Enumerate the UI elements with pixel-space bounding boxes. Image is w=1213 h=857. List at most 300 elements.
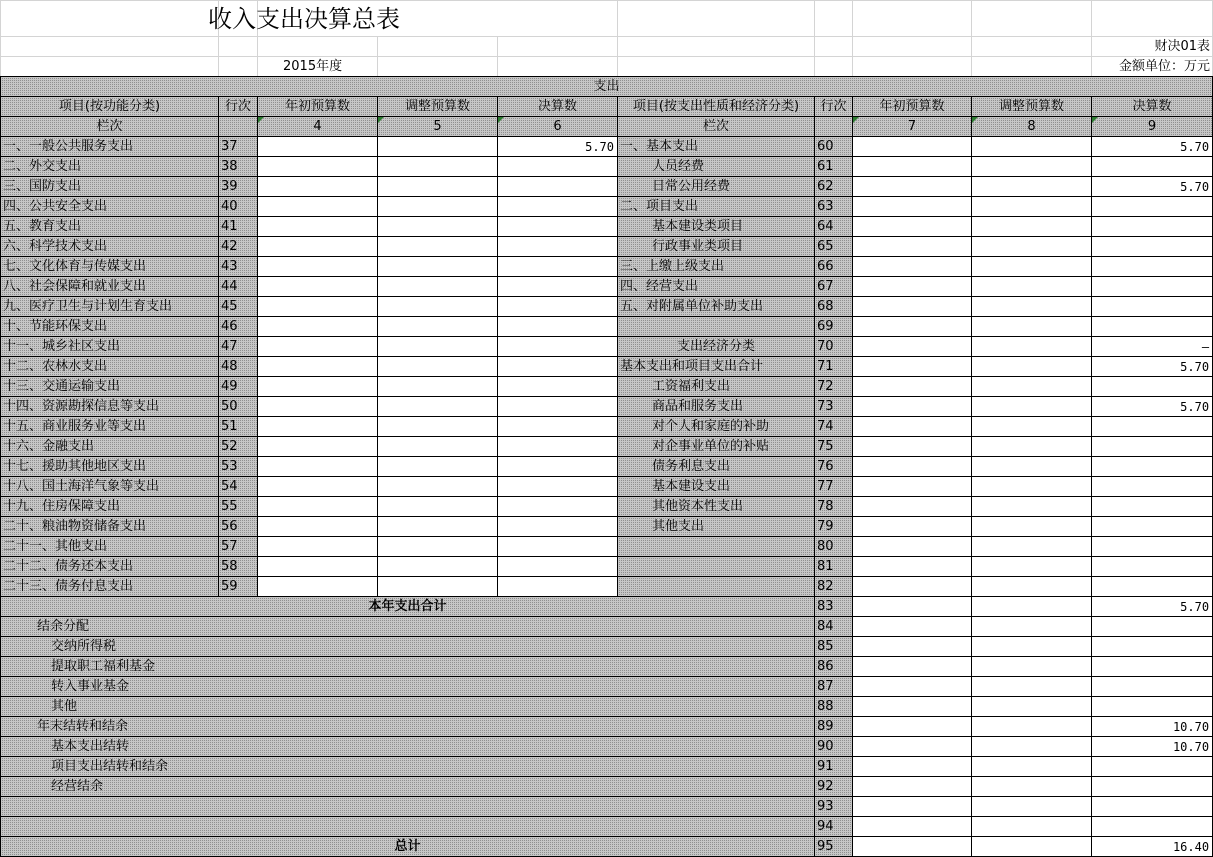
final-account-cell[interactable] (498, 277, 618, 297)
summary-label: 提取职工福利基金 (1, 657, 815, 677)
summary-label: 经营结余 (1, 777, 815, 797)
col-header-adjusted-budget-right: 调整预算数 (972, 97, 1092, 117)
col-number-6: 6 (498, 117, 618, 137)
initial-budget-cell-right[interactable] (853, 377, 972, 397)
final-account-cell[interactable] (498, 157, 618, 177)
summary-final-cell[interactable]: 10.70 (1092, 737, 1213, 757)
adjusted-budget-cell[interactable] (378, 317, 498, 337)
adjusted-budget-cell[interactable] (378, 577, 498, 597)
func-row-number: 48 (219, 357, 258, 377)
initial-budget-cell[interactable] (258, 137, 378, 157)
func-row-number: 54 (219, 477, 258, 497)
summary-adjusted-cell[interactable] (972, 737, 1092, 757)
final-account-cell[interactable] (498, 457, 618, 477)
final-account-cell-right[interactable] (1092, 237, 1213, 257)
summary-label (1, 797, 815, 817)
econ-row-number: 69 (815, 317, 853, 337)
initial-budget-cell[interactable] (258, 537, 378, 557)
summary-label: 年末结转和结余 (1, 717, 815, 737)
summary-adjusted-cell[interactable] (972, 837, 1092, 857)
summary-final-cell[interactable]: 10.70 (1092, 717, 1213, 737)
summary-initial-cell[interactable] (853, 797, 972, 817)
adjusted-budget-cell-right[interactable] (972, 277, 1092, 297)
table-row (1, 157, 1213, 177)
summary-label: 交纳所得税 (1, 637, 815, 657)
final-account-cell-right[interactable] (1092, 217, 1213, 237)
initial-budget-cell-right[interactable] (853, 177, 972, 197)
econ-item-label: 其他支出 (618, 517, 815, 537)
adjusted-budget-cell-right[interactable] (972, 257, 1092, 277)
econ-row-number: 65 (815, 237, 853, 257)
func-item-label: 二十二、债务还本支出 (1, 557, 219, 577)
econ-item-label: 基本建设支出 (618, 477, 815, 497)
adjusted-budget-cell-right[interactable] (972, 297, 1092, 317)
adjusted-budget-cell-right[interactable] (972, 477, 1092, 497)
final-account-cell-right[interactable] (1092, 537, 1213, 557)
adjusted-budget-cell[interactable] (378, 297, 498, 317)
initial-budget-cell[interactable] (258, 477, 378, 497)
initial-budget-cell[interactable] (258, 337, 378, 357)
adjusted-budget-cell-right[interactable] (972, 317, 1092, 337)
final-account-cell[interactable] (498, 177, 618, 197)
initial-budget-cell[interactable] (258, 277, 378, 297)
final-account-cell-right[interactable] (1092, 157, 1213, 177)
initial-budget-cell-right[interactable] (853, 277, 972, 297)
initial-budget-cell-right[interactable] (853, 397, 972, 417)
func-row-number: 45 (219, 297, 258, 317)
table-row (1, 137, 1213, 157)
econ-row-number: 76 (815, 457, 853, 477)
summary-adjusted-cell[interactable] (972, 757, 1092, 777)
initial-budget-cell-right[interactable] (853, 257, 972, 277)
econ-row-number: 67 (815, 277, 853, 297)
econ-item-label: 工资福利支出 (618, 377, 815, 397)
final-account-cell[interactable] (498, 337, 618, 357)
final-account-cell-right[interactable] (1092, 437, 1213, 457)
econ-row-number: 64 (815, 217, 853, 237)
adjusted-budget-cell[interactable] (378, 277, 498, 297)
initial-budget-cell[interactable] (258, 397, 378, 417)
adjusted-budget-cell[interactable] (378, 157, 498, 177)
initial-budget-cell[interactable] (258, 517, 378, 537)
final-account-cell[interactable] (498, 437, 618, 457)
final-account-cell-right[interactable]: 5.70 (1092, 177, 1213, 197)
initial-budget-cell-right[interactable] (853, 137, 972, 157)
initial-budget-cell[interactable] (258, 377, 378, 397)
table-row (1, 337, 1213, 357)
initial-budget-cell-right[interactable] (853, 537, 972, 557)
initial-budget-cell-right[interactable] (853, 217, 972, 237)
adjusted-budget-cell[interactable] (378, 477, 498, 497)
adjusted-budget-cell-right[interactable] (972, 197, 1092, 217)
initial-budget-cell[interactable] (258, 297, 378, 317)
col-number-4: 4 (258, 117, 378, 137)
adjusted-budget-cell-right[interactable] (972, 377, 1092, 397)
adjusted-budget-cell-right[interactable] (972, 217, 1092, 237)
func-item-label: 十一、城乡社区支出 (1, 337, 219, 357)
final-account-cell-right[interactable] (1092, 257, 1213, 277)
econ-item-label: 四、经营支出 (618, 277, 815, 297)
initial-budget-cell-right[interactable] (853, 237, 972, 257)
summary-final-cell[interactable] (1092, 637, 1213, 657)
adjusted-budget-cell[interactable] (378, 557, 498, 577)
table-row (1, 557, 1213, 577)
summary-adjusted-cell[interactable] (972, 637, 1092, 657)
initial-budget-cell[interactable] (258, 237, 378, 257)
col-header-initial-budget: 年初预算数 (258, 97, 378, 117)
summary-final-cell[interactable] (1092, 657, 1213, 677)
report-header (0, 0, 1213, 77)
econ-row-number: 77 (815, 477, 853, 497)
initial-budget-cell[interactable] (258, 497, 378, 517)
summary-final-cell[interactable] (1092, 677, 1213, 697)
adjusted-budget-cell[interactable] (378, 517, 498, 537)
initial-budget-cell[interactable] (258, 257, 378, 277)
report-title: 收入支出决算总表 (208, 4, 400, 33)
adjusted-budget-cell[interactable] (378, 217, 498, 237)
summary-final-cell[interactable]: 5.70 (1092, 597, 1213, 617)
final-account-cell[interactable] (498, 357, 618, 377)
final-account-cell[interactable] (498, 237, 618, 257)
econ-item-label (618, 557, 815, 577)
initial-budget-cell-right[interactable] (853, 157, 972, 177)
initial-budget-cell[interactable] (258, 157, 378, 177)
summary-row-number: 89 (815, 717, 853, 737)
summary-initial-cell[interactable] (853, 837, 972, 857)
adjusted-budget-cell[interactable] (378, 237, 498, 257)
col-header-initial-budget-right: 年初预算数 (853, 97, 972, 117)
initial-budget-cell-right[interactable] (853, 577, 972, 597)
initial-budget-cell[interactable] (258, 217, 378, 237)
table-row (1, 257, 1213, 277)
summary-adjusted-cell[interactable] (972, 797, 1092, 817)
initial-budget-cell[interactable] (258, 357, 378, 377)
initial-budget-cell-right[interactable] (853, 337, 972, 357)
summary-final-cell[interactable] (1092, 617, 1213, 637)
summary-row (1, 737, 1213, 757)
summary-adjusted-cell[interactable] (972, 717, 1092, 737)
econ-item-label: 基本支出和项目支出合计 (618, 357, 815, 377)
final-account-cell-right[interactable] (1092, 197, 1213, 217)
summary-final-cell[interactable] (1092, 777, 1213, 797)
adjusted-budget-cell[interactable] (378, 537, 498, 557)
summary-row-number: 93 (815, 797, 853, 817)
func-item-label: 二、外交支出 (1, 157, 219, 177)
econ-row-number: 74 (815, 417, 853, 437)
initial-budget-cell[interactable] (258, 457, 378, 477)
summary-label (1, 817, 815, 837)
final-account-cell-right[interactable] (1092, 517, 1213, 537)
summary-adjusted-cell[interactable] (972, 597, 1092, 617)
form-number: 财决01表 (1092, 37, 1213, 57)
final-account-cell[interactable] (498, 497, 618, 517)
func-row-number: 40 (219, 197, 258, 217)
final-account-cell[interactable] (498, 297, 618, 317)
adjusted-budget-cell[interactable] (378, 357, 498, 377)
summary-label: 其他 (1, 697, 815, 717)
table-row (1, 517, 1213, 537)
final-account-cell[interactable] (498, 217, 618, 237)
adjusted-budget-cell-right[interactable] (972, 437, 1092, 457)
econ-item-label: 人员经费 (618, 157, 815, 177)
adjusted-budget-cell-right[interactable] (972, 357, 1092, 377)
final-account-cell[interactable] (498, 517, 618, 537)
summary-row-number: 88 (815, 697, 853, 717)
econ-row-number: 60 (815, 137, 853, 157)
func-row-number: 57 (219, 537, 258, 557)
func-item-label: 五、教育支出 (1, 217, 219, 237)
adjusted-budget-cell-right[interactable] (972, 397, 1092, 417)
final-account-cell-right[interactable] (1092, 477, 1213, 497)
func-item-label: 十六、金融支出 (1, 437, 219, 457)
func-row-number: 49 (219, 377, 258, 397)
func-item-label: 十五、商业服务业等支出 (1, 417, 219, 437)
final-account-cell[interactable] (498, 557, 618, 577)
adjusted-budget-cell-right[interactable] (972, 557, 1092, 577)
summary-adjusted-cell[interactable] (972, 617, 1092, 637)
adjusted-budget-cell-right[interactable] (972, 237, 1092, 257)
summary-row (1, 697, 1213, 717)
func-row-number: 37 (219, 137, 258, 157)
summary-initial-cell[interactable] (853, 637, 972, 657)
final-account-cell[interactable] (498, 537, 618, 557)
adjusted-budget-cell[interactable] (378, 177, 498, 197)
func-row-number: 39 (219, 177, 258, 197)
table-row (1, 217, 1213, 237)
summary-initial-cell[interactable] (853, 597, 972, 617)
summary-initial-cell[interactable] (853, 777, 972, 797)
func-item-label: 十三、交通运输支出 (1, 377, 219, 397)
summary-final-cell[interactable] (1092, 797, 1213, 817)
col-number-5: 5 (378, 117, 498, 137)
econ-item-label (618, 577, 815, 597)
adjusted-budget-cell[interactable] (378, 397, 498, 417)
adjusted-budget-cell-right[interactable] (972, 337, 1092, 357)
initial-budget-cell[interactable] (258, 577, 378, 597)
final-account-cell-right[interactable] (1092, 377, 1213, 397)
summary-row (1, 797, 1213, 817)
table-row (1, 377, 1213, 397)
section-header: 支出 (1, 77, 1213, 97)
adjusted-budget-cell[interactable] (378, 417, 498, 437)
func-item-label: 二十、粮油物资储备支出 (1, 517, 219, 537)
econ-item-label: 债务利息支出 (618, 457, 815, 477)
summary-initial-cell[interactable] (853, 757, 972, 777)
adjusted-budget-cell-right[interactable] (972, 577, 1092, 597)
func-row-number: 51 (219, 417, 258, 437)
func-row-number: 47 (219, 337, 258, 357)
table-row (1, 357, 1213, 377)
func-row-number: 50 (219, 397, 258, 417)
summary-row (1, 657, 1213, 677)
final-account-cell[interactable] (498, 417, 618, 437)
summary-initial-cell[interactable] (853, 697, 972, 717)
summary-final-cell[interactable] (1092, 697, 1213, 717)
adjusted-budget-cell[interactable] (378, 257, 498, 277)
initial-budget-cell-right[interactable] (853, 197, 972, 217)
func-row-number: 46 (219, 317, 258, 337)
adjusted-budget-cell[interactable] (378, 337, 498, 357)
summary-adjusted-cell[interactable] (972, 677, 1092, 697)
summary-row-number: 91 (815, 757, 853, 777)
adjusted-budget-cell-right[interactable] (972, 497, 1092, 517)
func-item-label: 十二、农林水支出 (1, 357, 219, 377)
econ-row-number: 63 (815, 197, 853, 217)
summary-initial-cell[interactable] (853, 657, 972, 677)
econ-row-number: 66 (815, 257, 853, 277)
summary-initial-cell[interactable] (853, 817, 972, 837)
final-account-cell[interactable] (498, 257, 618, 277)
econ-row-number: 61 (815, 157, 853, 177)
summary-final-cell[interactable]: 16.40 (1092, 837, 1213, 857)
final-account-cell[interactable] (498, 377, 618, 397)
func-item-label: 十四、资源勘探信息等支出 (1, 397, 219, 417)
table-row (1, 537, 1213, 557)
summary-row-number: 87 (815, 677, 853, 697)
summary-initial-cell[interactable] (853, 617, 972, 637)
final-account-cell[interactable] (498, 577, 618, 597)
table-row (1, 197, 1213, 217)
final-account-cell-right[interactable] (1092, 277, 1213, 297)
table-row (1, 397, 1213, 417)
summary-label: 项目支出结转和结余 (1, 757, 815, 777)
final-account-cell[interactable] (498, 477, 618, 497)
final-account-cell[interactable] (498, 197, 618, 217)
adjusted-budget-cell[interactable] (378, 457, 498, 477)
initial-budget-cell-right[interactable] (853, 457, 972, 477)
adjusted-budget-cell[interactable] (378, 197, 498, 217)
summary-row-number: 83 (815, 597, 853, 617)
final-account-cell[interactable]: 5.70 (498, 137, 618, 157)
summary-row-number: 85 (815, 637, 853, 657)
summary-initial-cell[interactable] (853, 717, 972, 737)
initial-budget-cell-right[interactable] (853, 477, 972, 497)
adjusted-budget-cell[interactable] (378, 137, 498, 157)
initial-budget-cell[interactable] (258, 557, 378, 577)
final-account-cell-right[interactable] (1092, 577, 1213, 597)
econ-row-number: 72 (815, 377, 853, 397)
adjusted-budget-cell[interactable] (378, 437, 498, 457)
econ-item-label: 基本建设类项目 (618, 217, 815, 237)
econ-row-number: 80 (815, 537, 853, 557)
func-item-label: 三、国防支出 (1, 177, 219, 197)
initial-budget-cell-right[interactable] (853, 437, 972, 457)
col-header-final-account: 决算数 (498, 97, 618, 117)
final-account-cell-right[interactable]: 5.70 (1092, 357, 1213, 377)
summary-row-number: 94 (815, 817, 853, 837)
func-item-label: 九、医疗卫生与计划生育支出 (1, 297, 219, 317)
func-row-number: 42 (219, 237, 258, 257)
summary-row (1, 717, 1213, 737)
final-account-cell[interactable] (498, 397, 618, 417)
adjusted-budget-cell-right[interactable] (972, 517, 1092, 537)
summary-final-cell[interactable] (1092, 817, 1213, 837)
adjusted-budget-cell[interactable] (378, 497, 498, 517)
initial-budget-cell[interactable] (258, 177, 378, 197)
report-year: 2015年度 (258, 57, 378, 77)
func-row-number: 56 (219, 517, 258, 537)
func-row-number: 55 (219, 497, 258, 517)
econ-item-label: 行政事业类项目 (618, 237, 815, 257)
table-row (1, 437, 1213, 457)
econ-item-label: 其他资本性支出 (618, 497, 815, 517)
adjusted-budget-cell[interactable] (378, 377, 498, 397)
table-row (1, 417, 1213, 437)
final-account-cell-right[interactable] (1092, 317, 1213, 337)
final-account-cell-right[interactable] (1092, 457, 1213, 477)
initial-budget-cell[interactable] (258, 197, 378, 217)
expenditure-table (0, 76, 1213, 857)
econ-row-number: 82 (815, 577, 853, 597)
econ-row-number: 75 (815, 437, 853, 457)
adjusted-budget-cell-right[interactable] (972, 137, 1092, 157)
summary-adjusted-cell[interactable] (972, 657, 1092, 677)
table-row (1, 237, 1213, 257)
adjusted-budget-cell-right[interactable] (972, 157, 1092, 177)
initial-budget-cell-right[interactable] (853, 357, 972, 377)
table-row (1, 177, 1213, 197)
summary-row-number: 95 (815, 837, 853, 857)
summary-initial-cell[interactable] (853, 677, 972, 697)
final-account-cell-right[interactable] (1092, 417, 1213, 437)
lanci-label-right: 栏次 (618, 117, 815, 137)
summary-row (1, 597, 1213, 617)
final-account-cell-right[interactable]: 5.70 (1092, 397, 1213, 417)
summary-row-number: 90 (815, 737, 853, 757)
summary-initial-cell[interactable] (853, 737, 972, 757)
adjusted-budget-cell-right[interactable] (972, 457, 1092, 477)
summary-final-cell[interactable] (1092, 757, 1213, 777)
final-account-cell[interactable] (498, 317, 618, 337)
final-account-cell-right[interactable] (1092, 497, 1213, 517)
econ-item-label (618, 317, 815, 337)
summary-row (1, 757, 1213, 777)
col-number-7: 7 (853, 117, 972, 137)
adjusted-budget-cell-right[interactable] (972, 417, 1092, 437)
econ-row-number: 78 (815, 497, 853, 517)
func-item-label: 二十三、债务付息支出 (1, 577, 219, 597)
final-account-cell-right[interactable] (1092, 297, 1213, 317)
col-number-9: 9 (1092, 117, 1213, 137)
initial-budget-cell-right[interactable] (853, 297, 972, 317)
func-row-number: 53 (219, 457, 258, 477)
summary-adjusted-cell[interactable] (972, 817, 1092, 837)
initial-budget-cell-right[interactable] (853, 317, 972, 337)
initial-budget-cell-right[interactable] (853, 557, 972, 577)
func-item-label: 二十一、其他支出 (1, 537, 219, 557)
col-header-row-right: 行次 (815, 97, 853, 117)
final-account-cell-right[interactable] (1092, 557, 1213, 577)
initial-budget-cell[interactable] (258, 317, 378, 337)
adjusted-budget-cell-right[interactable] (972, 177, 1092, 197)
initial-budget-cell-right[interactable] (853, 417, 972, 437)
final-account-cell-right[interactable]: 5.70 (1092, 137, 1213, 157)
final-account-cell-right[interactable]: — (1092, 337, 1213, 357)
adjusted-budget-cell-right[interactable] (972, 537, 1092, 557)
summary-adjusted-cell[interactable] (972, 777, 1092, 797)
summary-row (1, 777, 1213, 797)
econ-item-label: 支出经济分类 (618, 337, 815, 357)
initial-budget-cell[interactable] (258, 437, 378, 457)
initial-budget-cell-right[interactable] (853, 497, 972, 517)
econ-item-label (618, 537, 815, 557)
econ-item-label: 对个人和家庭的补助 (618, 417, 815, 437)
initial-budget-cell[interactable] (258, 417, 378, 437)
summary-adjusted-cell[interactable] (972, 697, 1092, 717)
summary-label: 总计 (1, 837, 815, 857)
initial-budget-cell-right[interactable] (853, 517, 972, 537)
func-item-label: 十八、国土海洋气象等支出 (1, 477, 219, 497)
